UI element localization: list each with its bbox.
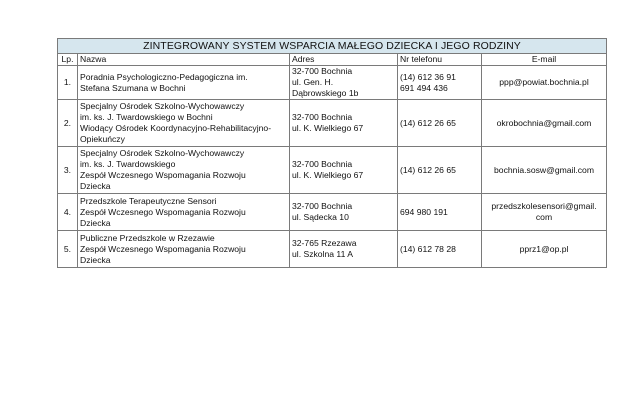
institution-name (78, 231, 290, 268)
email-address: okrobochnia@gmail.com (496, 117, 592, 128)
email-address: pprz1@op.pl (519, 243, 569, 254)
address-line: ul. Gen. H. (292, 77, 334, 87)
phone-number: 694 980 191 (400, 206, 448, 217)
address-cell (290, 66, 398, 100)
address-line: ul. Szkolna 11 A (292, 249, 353, 259)
header-name: Nazwa (78, 54, 290, 66)
institution-name (78, 100, 290, 147)
name-line: Specjalny Ośrodek Szkolno-Wychowawczy (80, 101, 245, 111)
name-line: im. ks. J. Twardowskiego w Bochni (80, 112, 213, 122)
table-title: ZINTEGROWANY SYSTEM WSPARCIA MAŁEGO DZIECKA I JEGO RODZINY (58, 39, 607, 54)
address-line: 32-700 Bochnia (292, 112, 353, 122)
address-line: ul. K. Wielkiego 67 (292, 170, 364, 180)
header-email: E-mail (482, 54, 607, 66)
table-row (58, 147, 607, 194)
email-address: bochnia.sosw@gmail.com (494, 164, 594, 175)
phone-number: (14) 612 78 28 (400, 243, 456, 254)
table-header-row (58, 54, 607, 66)
email-cell (482, 231, 607, 268)
email-cell (482, 147, 607, 194)
table-title-row (58, 39, 607, 54)
institution-name (78, 66, 290, 100)
phone-cell (398, 194, 482, 231)
table-row (58, 194, 607, 231)
name-line: Specjalny Ośrodek Szkolno-Wychowawczy (80, 148, 245, 158)
phone-number: 691 494 436 (400, 82, 448, 93)
header-lp: Lp. (58, 54, 78, 66)
email-cell (482, 100, 607, 147)
phone-cell (398, 231, 482, 268)
name-line: Dziecka (80, 217, 111, 228)
row-number: 2. (58, 100, 78, 147)
address-cell (290, 194, 398, 231)
name-line: Zespół Wczesnego Wspomagania Rozwoju (80, 243, 246, 254)
name-line: Stefana Szumana w Bochni (80, 82, 186, 93)
name-line: Zespół Wczesnego Wspomagania Rozwoju (80, 170, 246, 180)
email-address: com (535, 212, 553, 222)
address-line: 32-700 Bochnia (292, 66, 353, 76)
phone-cell (398, 100, 482, 147)
row-number: 3. (58, 147, 78, 194)
phone-number: (14) 612 26 65 (400, 164, 456, 175)
phone-cell (398, 147, 482, 194)
row-number: 4. (58, 194, 78, 231)
address-line: ul. K. Wielkiego 67 (292, 123, 364, 133)
name-line: Opiekuńczy (80, 134, 125, 144)
address-line: Dąbrowskiego 1b (292, 88, 359, 98)
row-number: 5. (58, 231, 78, 268)
name-line: Dziecka (80, 254, 111, 265)
address-line: 32-765 Rzezawa (292, 238, 357, 248)
email-address: ppp@powiat.bochnia.pl (499, 77, 589, 87)
institution-name (78, 147, 290, 194)
address-line: 32-700 Bochnia (292, 201, 353, 211)
table-row (58, 231, 607, 268)
name-line: Wiodący Ośrodek Koordynacyjno-Rehabilitacyjno- (80, 123, 272, 133)
address-cell (290, 147, 398, 194)
row-number: 1. (58, 66, 78, 100)
support-system-table (57, 38, 607, 268)
address-line: ul. Sądecka 10 (292, 212, 349, 222)
phone-number: (14) 612 36 91 (400, 71, 456, 82)
phone-cell (398, 66, 482, 100)
table-row (58, 66, 607, 100)
name-line: Przedszkole Terapeutyczne Sensori (80, 195, 217, 206)
name-line: Zespół Wczesnego Wspomagania Rozwoju (80, 206, 246, 217)
name-line: im. ks. J. Twardowskiego (80, 159, 176, 169)
address-cell (290, 231, 398, 268)
table-row (58, 100, 607, 147)
email-cell (482, 66, 607, 100)
name-line: Publiczne Przedszkole w Rzezawie (80, 232, 215, 243)
header-address: Adres (290, 54, 398, 66)
name-line: Poradnia Psychologiczno-Pedagogiczna im. (80, 71, 248, 82)
header-phone: Nr telefonu (398, 54, 482, 66)
email-address: przedszkolesensori@gmail. (491, 201, 597, 211)
address-line: 32-700 Bochnia (292, 159, 353, 169)
address-cell (290, 100, 398, 147)
phone-number: (14) 612 26 65 (400, 117, 456, 128)
email-cell (482, 194, 607, 231)
name-line: Dziecka (80, 181, 111, 191)
institution-name (78, 194, 290, 231)
